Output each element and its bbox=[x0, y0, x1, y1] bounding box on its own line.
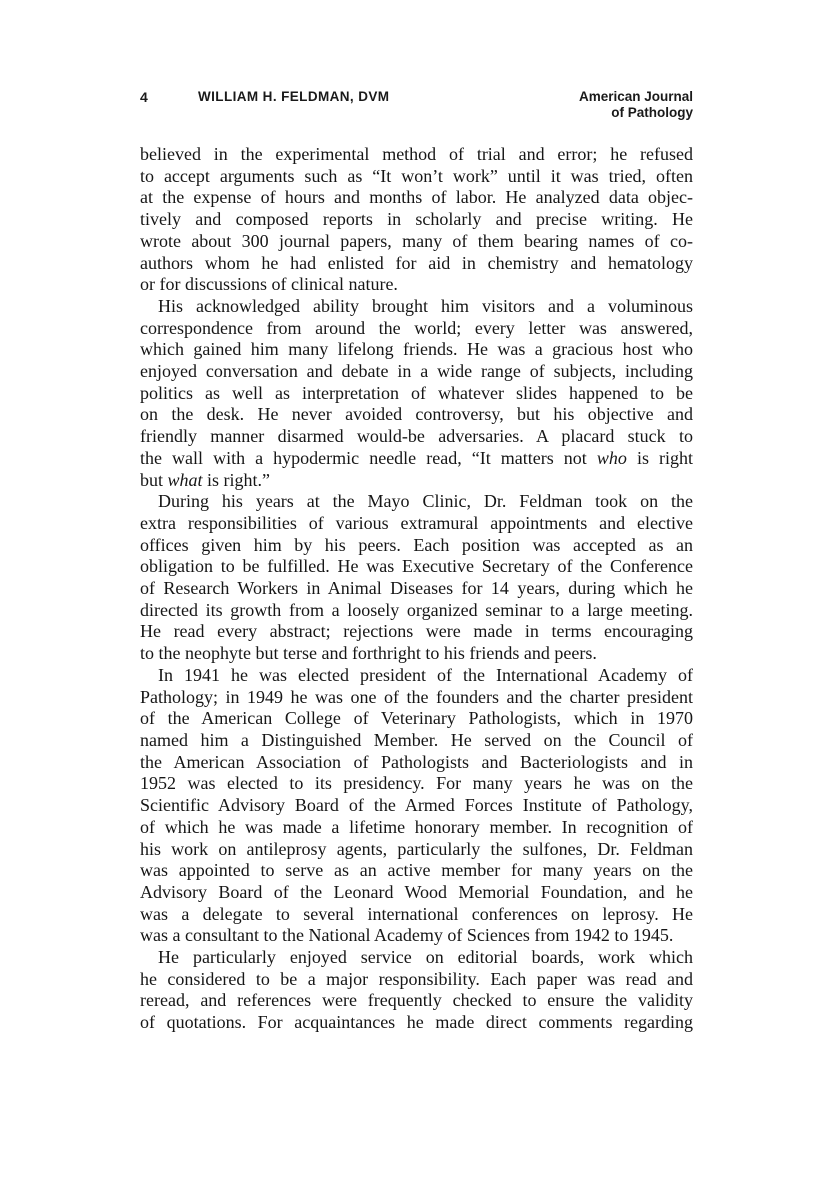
text-line: wrote about 300 journal papers, many of them bearing names of co- bbox=[140, 230, 693, 251]
journal-name-line1: American Journal bbox=[578, 89, 693, 104]
paragraph-4 bbox=[140, 665, 693, 947]
text-line bbox=[140, 448, 693, 470]
text-line: directed its growth from a loosely organized seminar to a large meeting. bbox=[140, 599, 693, 620]
paragraph-3 bbox=[140, 491, 693, 665]
article-body bbox=[140, 144, 693, 1034]
running-title: WILLIAM H. FELDMAN, DVM bbox=[198, 89, 390, 104]
text-line: his work on antileprosy agents, particularly the sulfones, Dr. Feldman bbox=[140, 838, 693, 859]
text-line: politics as well as interpretation of whatever slides happened to be bbox=[140, 382, 693, 403]
text-line: he considered to be a major responsibility. Each paper was read and bbox=[140, 968, 693, 989]
text-line bbox=[140, 470, 693, 492]
paragraph-5 bbox=[140, 947, 693, 1034]
text-line: authors whom he had enlisted for aid in chemistry and hematology bbox=[140, 252, 693, 273]
text-segment: but bbox=[140, 469, 168, 490]
text-line: was appointed to serve as an active member for many years on the bbox=[140, 860, 693, 881]
text-line: of quotations. For acquaintances he made direct comments regarding bbox=[140, 1012, 693, 1033]
text-line: on the desk. He never avoided controversy, but his objective and bbox=[140, 404, 693, 425]
text-line: of which he was made a lifetime honorary member. In recognition of bbox=[140, 816, 693, 837]
journal-name-line2: of Pathology bbox=[611, 105, 693, 120]
paragraph-2 bbox=[140, 296, 693, 491]
journal-name bbox=[579, 89, 693, 121]
text-line: 1952 was elected to its presidency. For many years he was on the bbox=[140, 773, 693, 794]
page-number: 4 bbox=[140, 89, 148, 105]
text-line: of the American College of Veterinary Pathologists, which in 1970 bbox=[140, 708, 693, 729]
text-line: the American Association of Pathologists and Bacteriologists and in bbox=[140, 751, 693, 772]
text-line: His acknowledged ability brought him visitors and a voluminous bbox=[158, 295, 693, 316]
running-header bbox=[140, 89, 693, 125]
text-line: friendly manner disarmed would-be adversaries. A placard stuck to bbox=[140, 426, 693, 447]
text-line: correspondence from around the world; every letter was answered, bbox=[140, 317, 693, 338]
paragraph-1 bbox=[140, 144, 693, 296]
emphasis-what: what bbox=[167, 469, 203, 490]
text-line: or for discussions of clinical nature. bbox=[140, 274, 398, 295]
text-line: obligation to be fulfilled. He was Executive Secretary of the Conference bbox=[140, 556, 693, 577]
text-segment: is right.” bbox=[202, 469, 271, 490]
text-line: of Research Workers in Animal Diseases for 14 years, during which he bbox=[140, 578, 693, 599]
text-line: reread, and references were frequently checked to ensure the validity bbox=[140, 990, 693, 1011]
text-line: to the neophyte but terse and forthright to his friends and peers. bbox=[140, 643, 597, 664]
text-line: which gained him many lifelong friends. He was a gracious host who bbox=[140, 339, 693, 360]
text-line: During his years at the Mayo Clinic, Dr. Feldman took on the bbox=[158, 491, 693, 512]
text-line: extra responsibilities of various extramural appointments and elective bbox=[140, 512, 693, 533]
text-line: to accept arguments such as “It won’t work” until it was tried, often bbox=[140, 165, 693, 186]
text-line: He read every abstract; rejections were made in terms encouraging bbox=[140, 621, 693, 642]
text-line: was a consultant to the National Academy of Sciences from 1942 to 1945. bbox=[140, 925, 674, 946]
text-segment: is right bbox=[626, 447, 693, 468]
text-line: Advisory Board of the Leonard Wood Memorial Foundation, and he bbox=[140, 881, 693, 902]
text-line: He particularly enjoyed service on editorial boards, work which bbox=[158, 947, 693, 968]
text-line: offices given him by his peers. Each position was accepted as an bbox=[140, 534, 693, 555]
text-line: In 1941 he was elected president of the International Academy of bbox=[158, 664, 693, 685]
emphasis-who: who bbox=[596, 447, 627, 468]
text-line: believed in the experimental method of trial and error; he refused bbox=[140, 144, 693, 164]
text-line: Pathology; in 1949 he was one of the founders and the charter president bbox=[140, 686, 693, 707]
text-line: tively and composed reports in scholarly and precise writing. He bbox=[140, 209, 693, 230]
text-line: Scientific Advisory Board of the Armed Forces Institute of Pathology, bbox=[140, 795, 693, 816]
text-line: was a delegate to several international conferences on leprosy. He bbox=[140, 903, 693, 924]
text-line: named him a Distinguished Member. He served on the Council of bbox=[140, 729, 693, 750]
text-line: at the expense of hours and months of labor. He analyzed data objec- bbox=[140, 187, 693, 208]
text-segment: the wall with a hypodermic needle read, “It matters not bbox=[140, 447, 597, 468]
text-line: enjoyed conversation and debate in a wide range of subjects, including bbox=[140, 361, 693, 382]
